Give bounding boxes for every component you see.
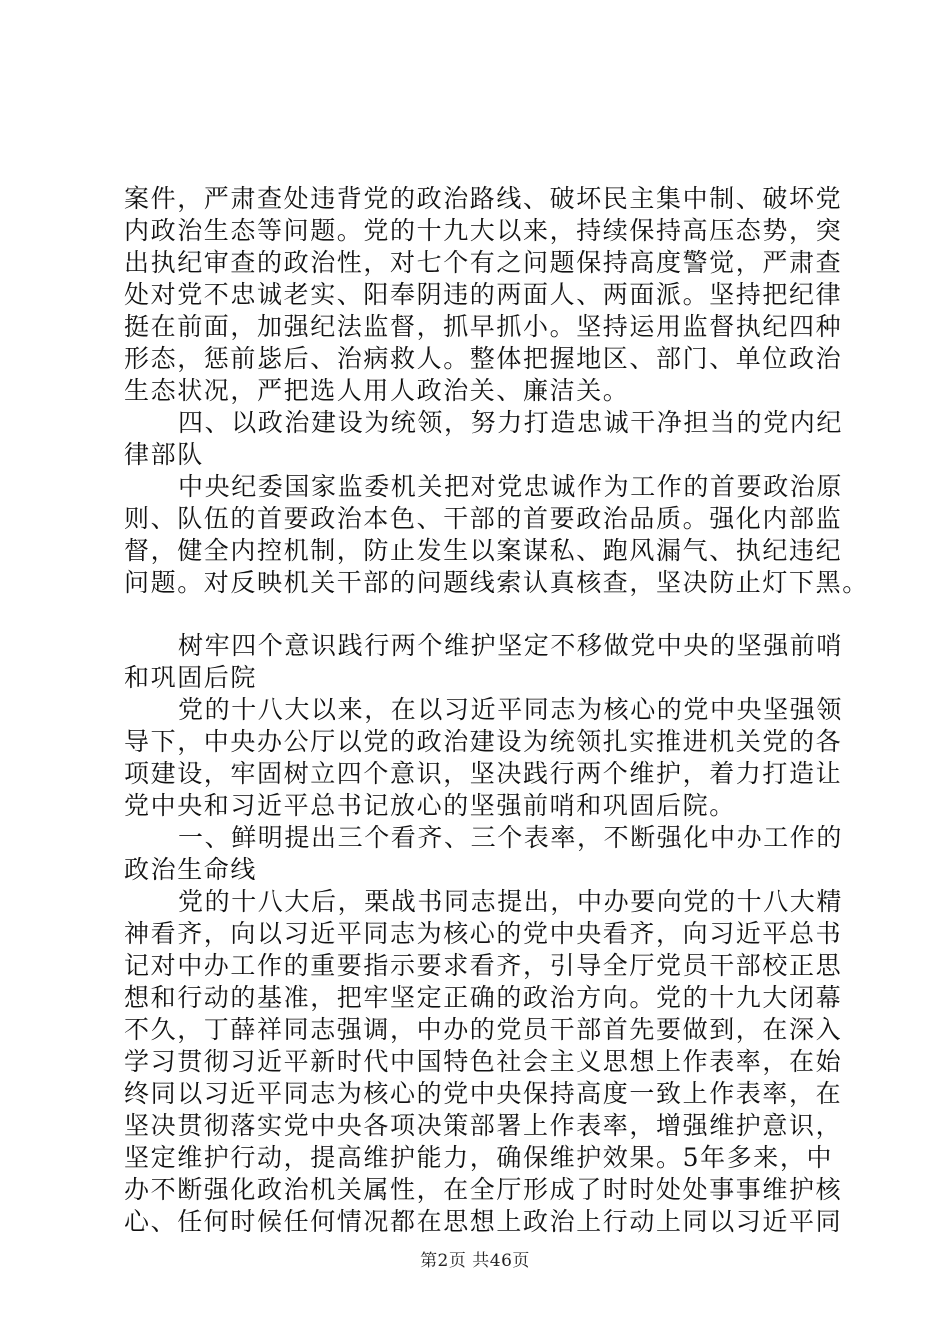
body-line: 出执纪审查的政治性，对七个有之问题保持高度警觉，严肃查 <box>124 248 843 277</box>
body-line: 问题。对反映机关干部的问题线索认真核查，坚决防止灯下黑。 <box>124 568 869 597</box>
body-line: 坚决贯彻落实党中央各项决策部署上作表率，增强维护意识， <box>124 1111 843 1140</box>
body-line: 神看齐，向以习近平同志为核心的党中央看齐，向习近平总书 <box>124 919 843 948</box>
section-heading: 一、鲜明提出三个看齐、三个表率，不断强化中办工作的 <box>178 823 844 852</box>
body-line: 导下，中央办公厅以党的政治建设为统领扎实推进机关党的各 <box>124 727 843 756</box>
body-line: 挺在前面，加强纪法监督，抓早抓小。坚持运用监督执纪四种 <box>124 312 843 341</box>
body-line: 心、任何时候任何情况都在思想上政治上行动上同以习近平同 <box>124 1207 843 1236</box>
body-line: 党的十八大以来，在以习近平同志为核心的党中央坚强领 <box>178 695 844 724</box>
body-line: 党中央和习近平总书记放心的坚强前哨和巩固后院。 <box>124 791 736 820</box>
body-line: 学习贯彻习近平新时代中国特色社会主义思想上作表率，在始 <box>124 1047 843 1076</box>
body-line: 记对中办工作的重要指示要求看齐，引导全厅党员干部校正思 <box>124 951 843 980</box>
body-line: 中央纪委国家监委机关把对党忠诚作为工作的首要政治原 <box>178 472 844 501</box>
body-line: 内政治生态等问题。党的十九大以来，持续保持高压态势，突 <box>124 216 843 245</box>
article-title: 树牢四个意识践行两个维护坚定不移做党中央的坚强前哨 <box>178 631 844 660</box>
body-line: 办不断强化政治机关属性，在全厅形成了时时处处事事维护核 <box>124 1175 843 1204</box>
body-line: 生态状况，严把选人用人政治关、廉洁关。 <box>124 376 630 405</box>
body-line: 形态，惩前毖后、治病救人。整体把握地区、部门、单位政治 <box>124 344 843 373</box>
section-heading: 政治生命线 <box>124 855 258 884</box>
body-line: 党的十八大后，栗战书同志提出，中办要向党的十八大精 <box>178 887 844 916</box>
body-line: 项建设，牢固树立四个意识，坚决践行两个维护，着力打造让 <box>124 759 843 788</box>
body-line: 督，健全内控机制，防止发生以案谋私、跑风漏气、执纪违纪 <box>124 536 843 565</box>
page-number-footer: 第2页 共46页 <box>420 1251 530 1271</box>
body-line: 不久，丁薛祥同志强调，中办的党员干部首先要做到，在深入 <box>124 1015 843 1044</box>
body-line: 则、队伍的首要政治本色、干部的首要政治品质。强化内部监 <box>124 504 843 533</box>
body-line: 处对党不忠诚老实、阳奉阴违的两面人、两面派。坚持把纪律 <box>124 280 843 309</box>
section-heading: 四、以政治建设为统领，努力打造忠诚干净担当的党内纪 <box>178 408 844 437</box>
body-line: 想和行动的基准，把牢坚定正确的政治方向。党的十九大闭幕 <box>124 983 843 1012</box>
section-heading: 律部队 <box>124 440 204 469</box>
body-line: 案件，严肃查处违背党的政治路线、破坏民主集中制、破坏党 <box>124 184 843 213</box>
article-title: 和巩固后院 <box>124 663 258 692</box>
body-line: 坚定维护行动，提高维护能力，确保维护效果。5年多来，中 <box>124 1143 834 1172</box>
body-line: 终同以习近平同志为核心的党中央保持高度一致上作表率，在 <box>124 1079 843 1108</box>
